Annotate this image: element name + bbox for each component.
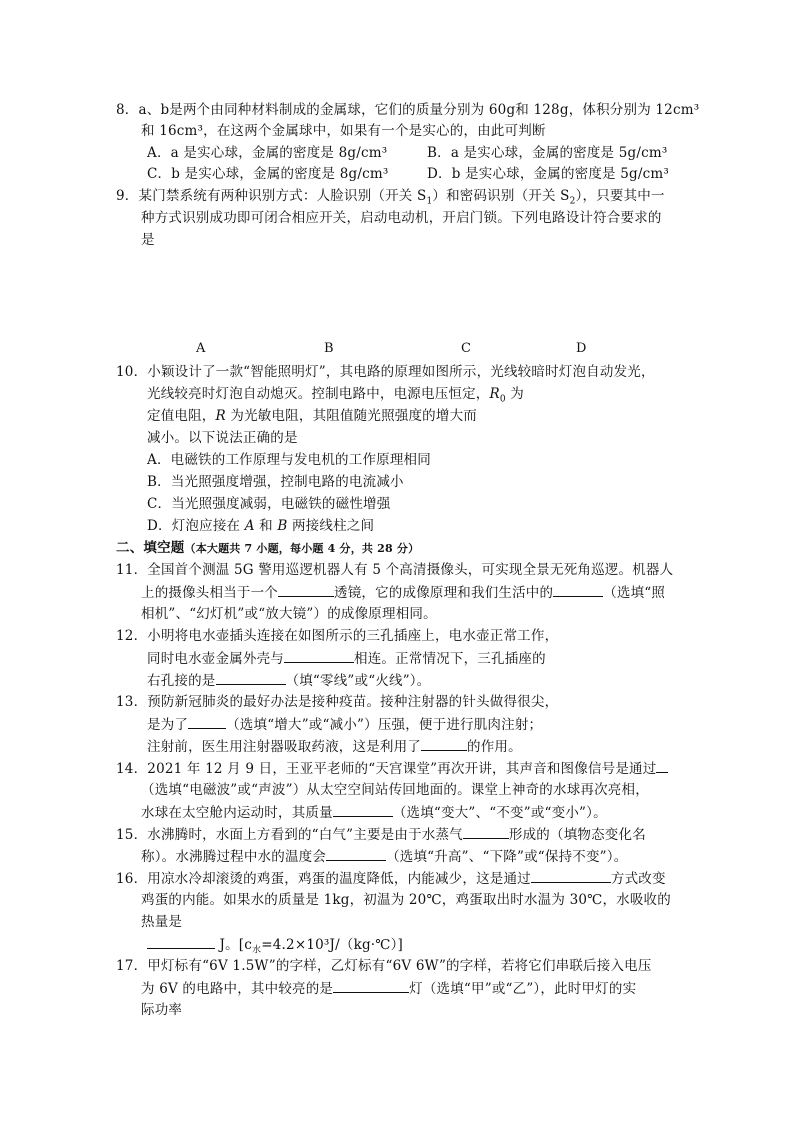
q10-line2: 光线较亮时灯泡自动熄灭。控制电路中，电源电压恒定，$R_0$ 为 <box>147 386 525 405</box>
q10-option-c: C．当光照强度减弱，电磁铁的磁性增强 <box>147 496 391 512</box>
blank <box>656 759 668 773</box>
q9-label-d: D <box>576 341 587 356</box>
blank <box>553 583 603 597</box>
q11-line2: 上的摄像头相当于一个 透镜，它的成像原理和我们生活中的 （选填“照 <box>141 585 666 601</box>
q12-line3: 右孔接的是 （填“零线”或“火线”）。 <box>147 673 431 689</box>
q9-line2: 种方式识别成功即可闭合相应开关，启动电动机，开启门锁。下列电路设计符合要求的 <box>141 210 662 226</box>
q17-line2: 为 6V 的电路中，其中较亮的是 灯（选填“甲”或“乙”），此时甲灯的实 <box>141 981 637 997</box>
q8-line2: 和 16cm³，在这两个金属球中，如果有一个是实心的，由此可判断 <box>141 123 546 139</box>
q8-line1: 8．a、b是两个由同种材料制成的金属球，它们的质量分别为 60g和 128g，体积分别为 12cm³ <box>116 102 700 118</box>
q15-line2: 称）。水沸腾过程中水的温度会 （选填“升高”、“下降”或“保持不变”）。 <box>141 849 628 865</box>
q16-line3: 热量是 <box>141 914 183 930</box>
blank <box>333 979 409 993</box>
q14-line2: （选填“电磁波”或“声波”）从太空空间站传回地面的。课堂上神奇的水球再次亮相， <box>141 782 649 798</box>
section-heading: 二、填空题（本大题共 7 小题，每小题 4 分，共 28 分） <box>116 540 420 556</box>
q9-label-a: A <box>196 341 206 356</box>
blank <box>278 583 334 597</box>
q8-option-d: D．b 是实心球，金属的密度是 5g/cm³ <box>427 166 670 182</box>
blank <box>463 825 509 839</box>
q16-line2: 鸡蛋的内能。如果水的质量是 1kg，初温为 20℃，鸡蛋取出时水温为 30℃，水吸收的 <box>141 892 671 908</box>
q10-line1: 10．小颖设计了一款“智能照明灯”，其电路的原理如图所示，光线较暗时灯泡自动发光， <box>116 364 655 380</box>
q17-line3: 际功率 <box>141 1002 183 1018</box>
q17-line1: 17．甲灯标有“6V 1.5W”的字样，乙灯标有“6V 6W”的字样，若将它们串联后接入电压 <box>116 958 652 974</box>
q9-label-c: C <box>461 341 471 356</box>
blank <box>531 869 611 883</box>
q10-line3: 定值电阻，R 为光敏电阻，其阻值随光照强度的增大而 <box>147 408 477 424</box>
q11-line3: 相机”、“幻灯机”或“放大镜”）的成像原理相同。 <box>141 606 437 622</box>
blank <box>421 737 467 751</box>
q8-option-c: C．b 是实心球，金属的密度是 8g/cm³ <box>147 166 389 182</box>
blank <box>216 671 286 685</box>
q16-line1: 16．用凉水冷却滚烫的鸡蛋，鸡蛋的温度降低，内能减少，这是通过 方式改变 <box>116 871 666 887</box>
blank <box>326 847 386 861</box>
q8-option-a: A．a 是实心球，金属的密度是 8g/cm³ <box>147 145 388 161</box>
blank <box>147 935 215 949</box>
q16-line4: J。$[c_水=4.2\times 10^3J/(kg\cdot℃)]$ <box>147 935 403 954</box>
blank <box>333 803 393 817</box>
q8-option-b: B．a 是实心球，金属的密度是 5g/cm³ <box>427 145 668 161</box>
q13-line3: 注射前，医生用注射器吸取药液，这是利用了 的作用。 <box>147 739 522 755</box>
q14-line3: 水球在太空舱内运动时，其质量 （选填“变大”、“不变”或“变小”）。 <box>141 805 607 821</box>
q13-line1: 13．预防新冠肺炎的最好办法是接种疫苗。接种注射器的针头做得很尖， <box>116 694 559 710</box>
q9-line1: 9．某门禁系统有两种识别方式：人脸识别（开关 $S_1$）和密码识别（开关 $S_2$），只要其中一 <box>116 188 665 207</box>
blank <box>284 649 354 663</box>
q10-option-d: D．灯泡应接在 A 和 B 两接线柱之间 <box>147 518 375 534</box>
q10-line4: 减小。以下说法正确的是 <box>147 430 298 446</box>
q10-option-a: A．电磁铁的工作原理与发电机的工作原理相同 <box>147 452 431 468</box>
blank <box>188 715 226 729</box>
q12-line1: 12．小明将电水壶插头连接在如图所示的三孔插座上，电水壶正常工作， <box>116 628 559 644</box>
q13-line2: 是为了 （选填“增大”或“减小”）压强，便于进行肌肉注射； <box>147 717 543 733</box>
q11-line1: 11．全国首个测温 5G 警用巡逻机器人有 5 个高清摄像头，可实现全景无死角巡逻。机器人 <box>116 562 674 578</box>
q14-line1: 14．2021 年 12 月 9 日，王亚平老师的“天宫课堂”再次开讲，其声音和图像信号是通过 <box>116 759 668 778</box>
q12-line2: 同时电水壶金属外壳与 相连。正常情况下，三孔插座的 <box>147 651 546 667</box>
q15-line1: 15．水沸腾时，水面上方看到的“白气”主要是由于水蒸气 形成的（填物态变化名 <box>116 827 646 843</box>
q9-line3: 是 <box>141 232 155 248</box>
q9-label-b: B <box>324 341 334 356</box>
q10-option-b: B．当光照强度增强，控制电路的电流减小 <box>147 474 404 490</box>
